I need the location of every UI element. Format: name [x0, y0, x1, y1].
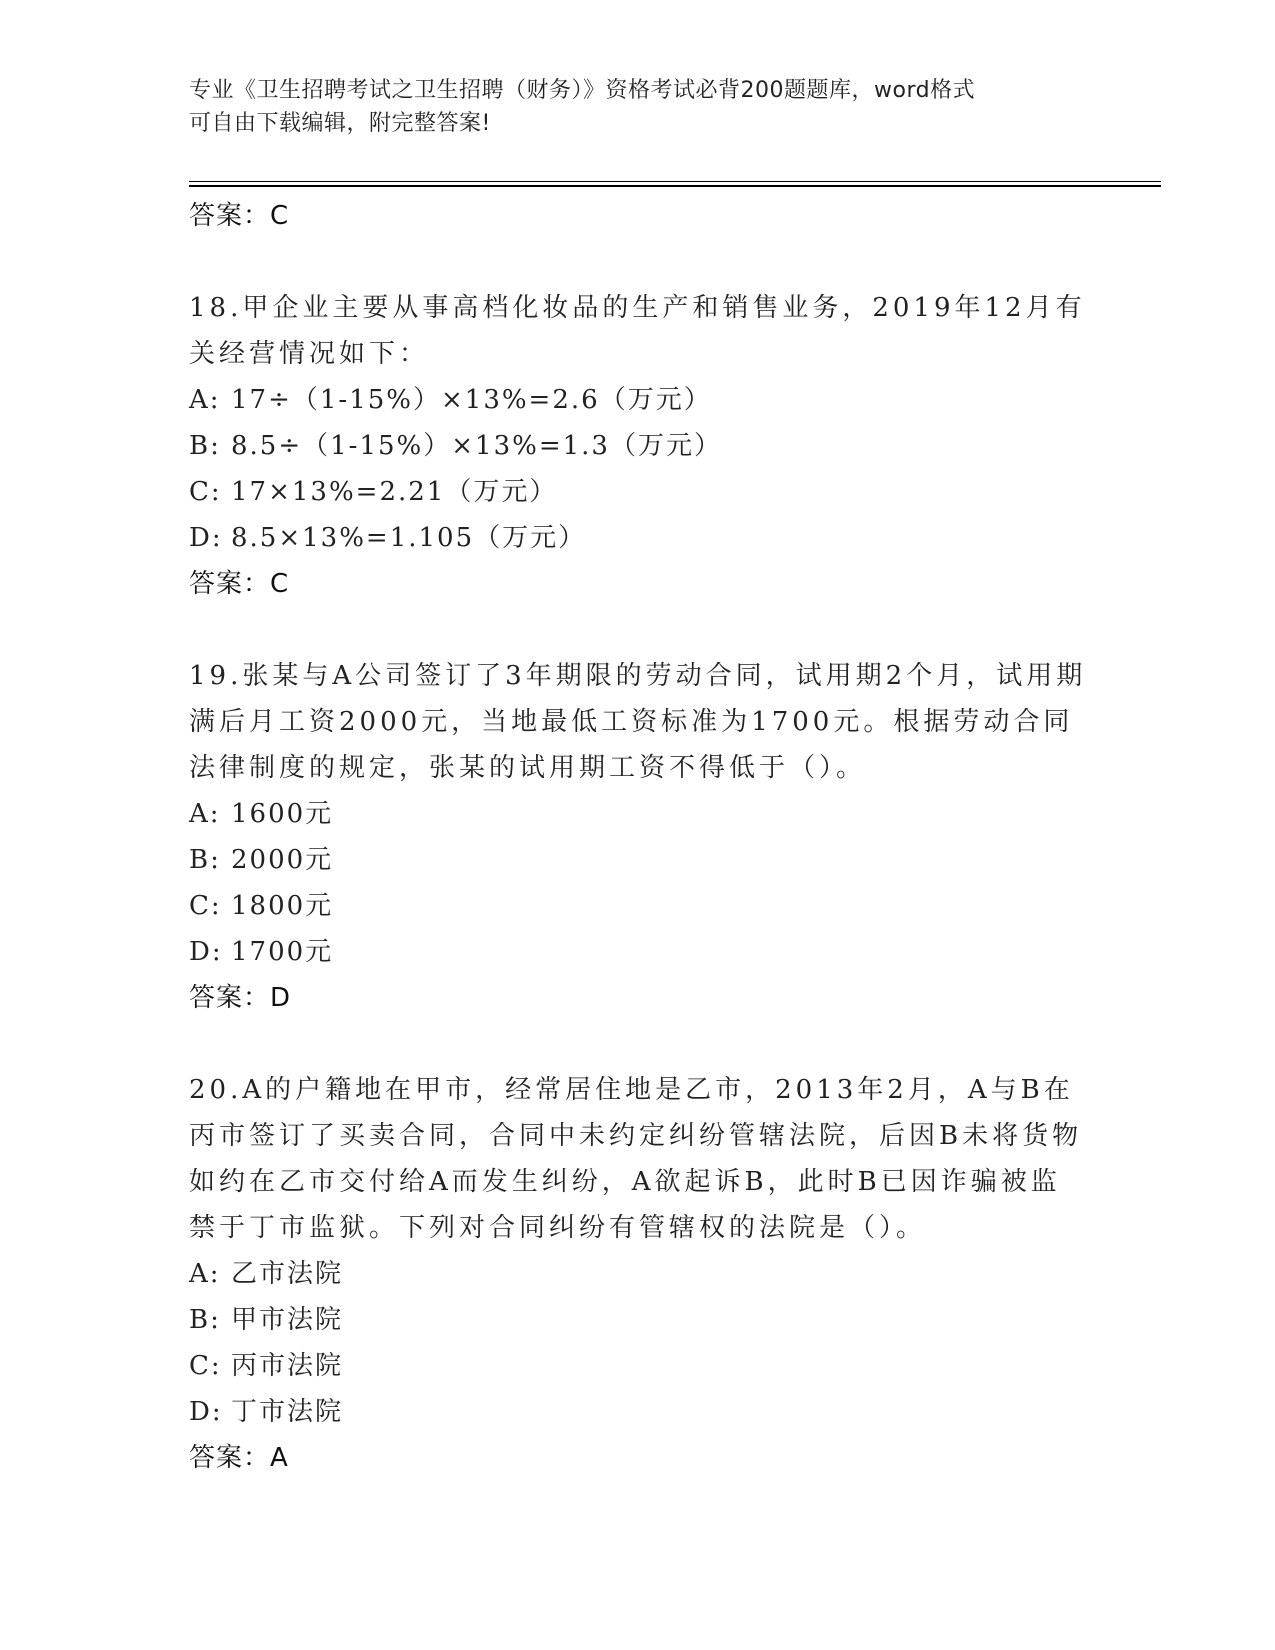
header-divider-thick	[189, 185, 1161, 187]
option-key: B:	[189, 431, 221, 461]
option-c	[189, 469, 1089, 515]
question-19	[189, 653, 1089, 1021]
header-line-2: 可自由下载编辑，附完整答案!	[189, 111, 491, 136]
answer-line: 答案：D	[189, 983, 292, 1013]
answer-line: 答案：A	[189, 1443, 289, 1473]
option-d	[189, 1389, 1089, 1435]
option-text: 乙市法院	[231, 1259, 344, 1289]
option-text: 8.5÷（1-15%）×13%=1.3（万元）	[231, 431, 722, 461]
option-b	[189, 1297, 1089, 1343]
page-header	[189, 74, 1089, 140]
answer-line: 答案：C	[189, 569, 290, 599]
option-text: 丁市法院	[231, 1397, 344, 1427]
option-text: 1700元	[231, 937, 334, 967]
header-line-1: 专业《卫生招聘考试之卫生招聘（财务）》资格考试必背200题题库，word格式	[189, 78, 976, 103]
option-b	[189, 423, 1089, 469]
option-b	[189, 837, 1089, 883]
option-text: 1600元	[231, 799, 334, 829]
question-18	[189, 285, 1089, 607]
question-stem: 18.甲企业主要从事高档化妆品的生产和销售业务，2019年12月有关经营情况如下：	[189, 293, 1086, 369]
option-key: D:	[189, 1397, 223, 1427]
option-c	[189, 883, 1089, 929]
question-20	[189, 1067, 1089, 1481]
option-key: C:	[189, 891, 222, 921]
option-key: C:	[189, 477, 222, 507]
option-key: B:	[189, 1305, 221, 1335]
option-key: D:	[189, 523, 223, 553]
question-stem: 19.张某与A公司签订了3年期限的劳动合同，试用期2个月，试用期满后月工资2000元，当地最低工资标准为1700元。根据劳动合同法律制度的规定，张某的试用期工资不得低于（）。	[189, 661, 1087, 783]
option-text: 17×13%=2.21（万元）	[231, 477, 558, 507]
option-c	[189, 1343, 1089, 1389]
option-key: B:	[189, 845, 221, 875]
header-divider-thin	[189, 181, 1161, 182]
option-a	[189, 1251, 1089, 1297]
option-a	[189, 377, 1089, 423]
answer-line: 答案：C	[189, 201, 290, 231]
option-text: 2000元	[231, 845, 334, 875]
option-key: A:	[189, 799, 221, 829]
option-a	[189, 791, 1089, 837]
option-text: 17÷（1-15%）×13%=2.6（万元）	[231, 385, 712, 415]
option-d	[189, 515, 1089, 561]
questions-content	[189, 193, 1089, 1481]
option-text: 8.5×13%=1.105（万元）	[231, 523, 587, 553]
option-key: D:	[189, 937, 223, 967]
option-key: C:	[189, 1351, 222, 1381]
option-text: 丙市法院	[231, 1351, 344, 1381]
option-text: 甲市法院	[231, 1305, 344, 1335]
option-key: A:	[189, 385, 221, 415]
option-text: 1800元	[231, 891, 334, 921]
option-d	[189, 929, 1089, 975]
option-key: A:	[189, 1259, 221, 1289]
question-stem: 20.A的户籍地在甲市，经常居住地是乙市，2013年2月，A与B在丙市签订了买卖合同，合同中未约定纠纷管辖法院，后因B未将货物如约在乙市交付给A而发生纠纷，A欲起诉B，此时B已因诈骗被监禁于丁市监狱。下列对合同纠纷有管辖权的法院是（）。	[189, 1075, 1083, 1243]
